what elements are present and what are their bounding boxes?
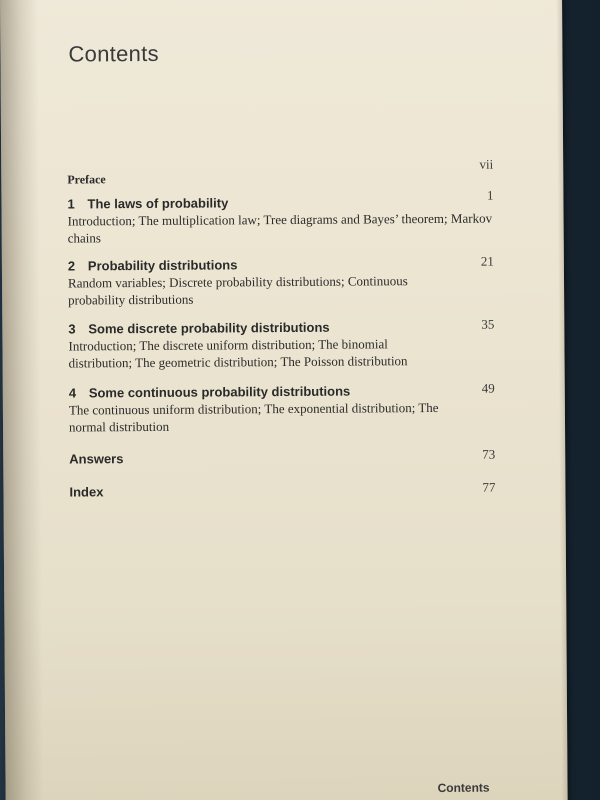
- toc-entry-title: Some discrete probability distributions: [88, 319, 330, 337]
- toc-page-number: 77: [482, 479, 496, 495]
- toc-entry-title: Index: [69, 484, 104, 500]
- toc-entry-title: Some continuous probability distributions: [88, 383, 351, 401]
- toc-page-number: 49: [481, 380, 495, 396]
- toc-entry-chapter-3: [68, 316, 495, 372]
- toc-entry-description: Introduction; The discrete uniform distribution; The binomial distribution; The geometric distribution; The Poisson distribution: [68, 336, 408, 371]
- toc-entry-title: Preface: [67, 172, 106, 187]
- toc-chapter-number: 2: [67, 258, 76, 274]
- gutter-shadow: [0, 0, 44, 800]
- toc-entry-chapter-1: [67, 187, 494, 247]
- toc-page-number: 73: [482, 446, 496, 462]
- toc-page-number: 1: [486, 187, 494, 203]
- toc-entry-title: Probability distributions: [87, 257, 238, 274]
- toc-chapter-number: 4: [68, 385, 77, 401]
- toc-page-number: vii: [479, 156, 494, 172]
- toc-entry-chapter-2: [67, 253, 494, 309]
- bottom-running-head: Contents: [437, 780, 490, 795]
- toc-entry-preface: [67, 157, 493, 188]
- page-edge: [556, 0, 568, 800]
- toc-entry-chapter-4: [68, 380, 495, 436]
- toc-entry-title: The laws of probability: [87, 195, 229, 212]
- toc-entry-answers: [69, 446, 496, 468]
- toc-chapter-number: 1: [67, 196, 75, 212]
- toc-chapter-number: 3: [68, 321, 76, 337]
- toc-entry-description: Introduction; The multiplication law; Tree diagrams and Bayes’ theorem; Markov chains: [67, 210, 493, 246]
- toc-page-number: 35: [481, 316, 495, 332]
- toc-page-number: 21: [480, 253, 494, 269]
- toc-entry-description: Random variables; Discrete probability distributions; Continuous probability distributions: [67, 273, 408, 308]
- toc-entry-description: The continuous uniform distribution; The exponential distribution; The normal distribution: [68, 399, 439, 435]
- toc-entry-title: Answers: [69, 451, 124, 467]
- contents-heading: Contents: [68, 40, 159, 67]
- toc-entry-index: [69, 479, 496, 501]
